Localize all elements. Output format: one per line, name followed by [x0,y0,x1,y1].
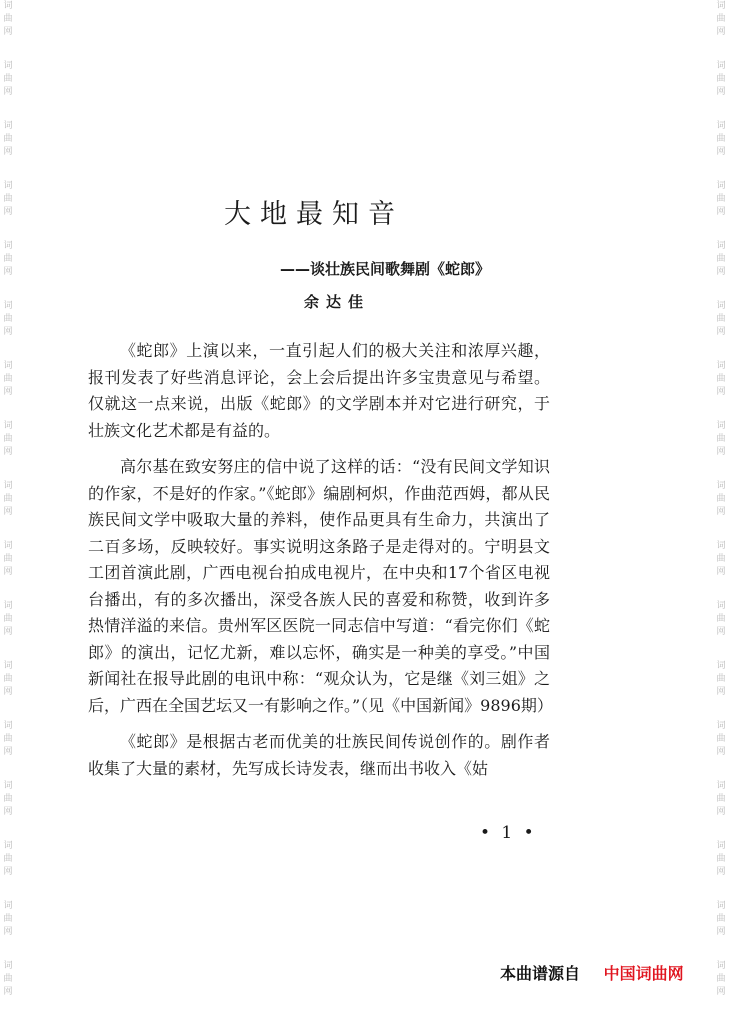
watermark-glyph: 网 [716,987,726,997]
watermark-glyph: 曲 [3,14,13,24]
watermark-glyph: 词 [716,481,726,491]
watermark-glyph: 网 [3,687,13,697]
watermark-glyph-group [0,780,16,819]
watermark-glyph: 词 [716,301,726,311]
watermark-glyph: 词 [3,721,13,731]
watermark-glyph-group [0,300,16,339]
paragraph-2: 高尔基在致安努庄的信中说了这样的话：“没有民间文学知识的作家，不是好的作家。”《蛇郎》编剧柯炽，作曲范西姆，都从民族民间文学中吸取大量的养料，使作品更具有生命力，共演出了二百多场，反映较好。事实说明这条路子是走得对的。宁明县文工团首演此剧，广西电视台拍成电视片，在中央和17个省区电视台播出，有的多次播出，深受各族人民的喜爱和称赞，收到许多热情洋溢的来信。贵州军区医院一同志信中写道：“看完你们《蛇郎》的演出，记忆尤新，难以忘怀，确实是一种美的享受。”中国新闻社在报导此剧的电讯中称：“观众认为，它是继《刘三姐》之后，广西在全国艺坛又一有影响之作。”（见《中国新闻》9896期） [88,457,553,715]
watermark-glyph: 网 [716,267,726,277]
watermark-glyph-group [0,420,16,459]
watermark-glyph: 曲 [3,614,13,624]
watermark-glyph: 词 [3,781,13,791]
watermark-glyph: 网 [3,207,13,217]
watermark-glyph: 词 [716,661,726,671]
watermark-glyph: 词 [3,121,13,131]
watermark-glyph: 网 [3,567,13,577]
watermark-glyph: 网 [716,687,726,697]
watermark-glyph: 网 [3,987,13,997]
watermark-glyph: 网 [3,927,13,937]
watermark-glyph: 网 [3,807,13,817]
watermark-glyph: 词 [3,61,13,71]
watermark-glyph-group [713,660,729,699]
watermark-glyph-group [0,540,16,579]
watermark-glyph: 网 [3,87,13,97]
watermark-glyph: 词 [3,181,13,191]
watermark-strip-left [0,0,16,1010]
watermark-glyph: 词 [3,241,13,251]
watermark-glyph-group [713,60,729,99]
watermark-glyph: 曲 [716,314,726,324]
watermark-glyph: 词 [716,121,726,131]
watermark-glyph: 词 [3,661,13,671]
watermark-glyph: 词 [3,481,13,491]
watermark-glyph: 词 [3,901,13,911]
watermark-glyph-group [0,60,16,99]
watermark-glyph: 词 [716,61,726,71]
watermark-glyph: 曲 [3,74,13,84]
watermark-glyph: 词 [716,841,726,851]
watermark-glyph: 曲 [3,194,13,204]
article-subtitle: ——谈壮族民间歌舞剧《蛇郎》 [280,260,491,278]
watermark-strip-right [713,0,729,1010]
watermark-glyph: 网 [3,267,13,277]
paragraph-3: 《蛇郎》是根据古老而优美的壮族民间传说创作的。剧作者收集了大量的素材，先写成长诗发表，继而出书收入《姑 [88,732,550,778]
watermark-glyph: 曲 [3,854,13,864]
watermark-glyph: 网 [716,147,726,157]
watermark-glyph: 曲 [3,254,13,264]
watermark-glyph: 曲 [716,614,726,624]
watermark-glyph: 网 [716,87,726,97]
article-body [88,338,553,782]
watermark-glyph: 曲 [716,374,726,384]
watermark-glyph: 网 [716,867,726,877]
watermark-glyph-group [713,240,729,279]
watermark-glyph: 网 [716,567,726,577]
watermark-glyph-group [0,840,16,879]
watermark-glyph: 网 [3,627,13,637]
watermark-glyph: 网 [3,867,13,877]
watermark-glyph: 曲 [716,674,726,684]
watermark-glyph: 词 [716,781,726,791]
watermark-glyph: 网 [716,447,726,457]
watermark-glyph: 词 [3,301,13,311]
watermark-glyph: 网 [3,27,13,37]
watermark-glyph: 曲 [716,914,726,924]
watermark-glyph: 词 [716,1,726,11]
paragraph-1: 《蛇郎》上演以来，一直引起人们的极大关注和浓厚兴趣，报刊发表了好些消息评论，会上会后提出许多宝贵意见与希望。仅就这一点来说，出版《蛇郎》的文学剧本并对它进行研究，于壮族文化艺术都是有益的。 [88,341,550,440]
source-footer [500,961,684,984]
watermark-glyph: 词 [716,601,726,611]
watermark-glyph: 曲 [3,734,13,744]
watermark-glyph-group [713,480,729,519]
watermark-glyph-group [0,480,16,519]
watermark-glyph-group [0,120,16,159]
watermark-glyph-group [0,180,16,219]
watermark-glyph: 曲 [716,14,726,24]
watermark-glyph-group [713,720,729,759]
watermark-glyph: 网 [716,507,726,517]
watermark-glyph: 曲 [3,674,13,684]
watermark-glyph-group [713,780,729,819]
watermark-glyph: 网 [716,927,726,937]
watermark-glyph: 曲 [3,374,13,384]
watermark-glyph-group [0,600,16,639]
watermark-glyph: 曲 [716,854,726,864]
watermark-glyph-group [0,960,16,999]
watermark-glyph: 词 [3,601,13,611]
article-title: 大地最知音 [224,199,404,230]
watermark-glyph: 曲 [716,74,726,84]
watermark-glyph-group [713,960,729,999]
watermark-glyph-group [713,900,729,939]
watermark-glyph: 网 [3,327,13,337]
watermark-glyph: 词 [716,421,726,431]
watermark-glyph: 曲 [716,134,726,144]
watermark-glyph: 网 [3,507,13,517]
watermark-glyph: 词 [3,841,13,851]
watermark-glyph: 词 [3,1,13,11]
watermark-glyph-group [713,360,729,399]
watermark-glyph-group [713,180,729,219]
page-number: • 1 • [480,823,537,843]
watermark-glyph: 曲 [716,554,726,564]
watermark-glyph: 词 [3,361,13,371]
watermark-glyph-group [713,840,729,879]
watermark-glyph: 曲 [3,974,13,984]
watermark-glyph: 词 [716,541,726,551]
watermark-glyph: 曲 [3,134,13,144]
watermark-glyph: 网 [716,27,726,37]
watermark-glyph-group [713,540,729,579]
watermark-glyph: 网 [716,387,726,397]
watermark-glyph-group [713,0,729,39]
watermark-glyph-group [0,900,16,939]
watermark-glyph: 曲 [716,734,726,744]
watermark-glyph-group [713,300,729,339]
watermark-glyph: 词 [3,541,13,551]
watermark-glyph: 曲 [716,494,726,504]
watermark-glyph: 曲 [3,314,13,324]
watermark-glyph: 曲 [3,494,13,504]
watermark-glyph: 网 [716,807,726,817]
brand-link[interactable]: 中国词曲网 [603,964,684,983]
watermark-glyph: 词 [716,721,726,731]
watermark-glyph-group [713,600,729,639]
watermark-glyph: 网 [716,747,726,757]
watermark-glyph: 词 [3,421,13,431]
watermark-glyph: 词 [716,361,726,371]
watermark-glyph: 曲 [3,794,13,804]
watermark-glyph: 词 [716,901,726,911]
source-label: 本曲谱源自 [500,964,581,983]
watermark-glyph: 网 [3,747,13,757]
watermark-glyph: 曲 [716,794,726,804]
watermark-glyph: 曲 [716,254,726,264]
watermark-glyph: 词 [716,961,726,971]
watermark-glyph: 曲 [3,554,13,564]
article-author: 余达佳 [304,293,371,311]
watermark-glyph: 曲 [3,914,13,924]
watermark-glyph: 词 [3,961,13,971]
watermark-glyph-group [713,420,729,459]
watermark-glyph: 曲 [716,194,726,204]
watermark-glyph-group [713,120,729,159]
watermark-glyph: 网 [716,327,726,337]
watermark-glyph: 网 [716,207,726,217]
watermark-glyph: 曲 [716,974,726,984]
watermark-glyph: 网 [3,147,13,157]
watermark-glyph-group [0,240,16,279]
watermark-glyph-group [0,360,16,399]
watermark-glyph: 网 [3,387,13,397]
watermark-glyph: 词 [716,241,726,251]
watermark-glyph-group [0,0,16,39]
watermark-glyph-group [0,660,16,699]
watermark-glyph: 网 [3,447,13,457]
watermark-glyph: 词 [716,181,726,191]
watermark-glyph: 曲 [3,434,13,444]
watermark-glyph: 曲 [716,434,726,444]
watermark-glyph: 网 [716,627,726,637]
watermark-glyph-group [0,720,16,759]
